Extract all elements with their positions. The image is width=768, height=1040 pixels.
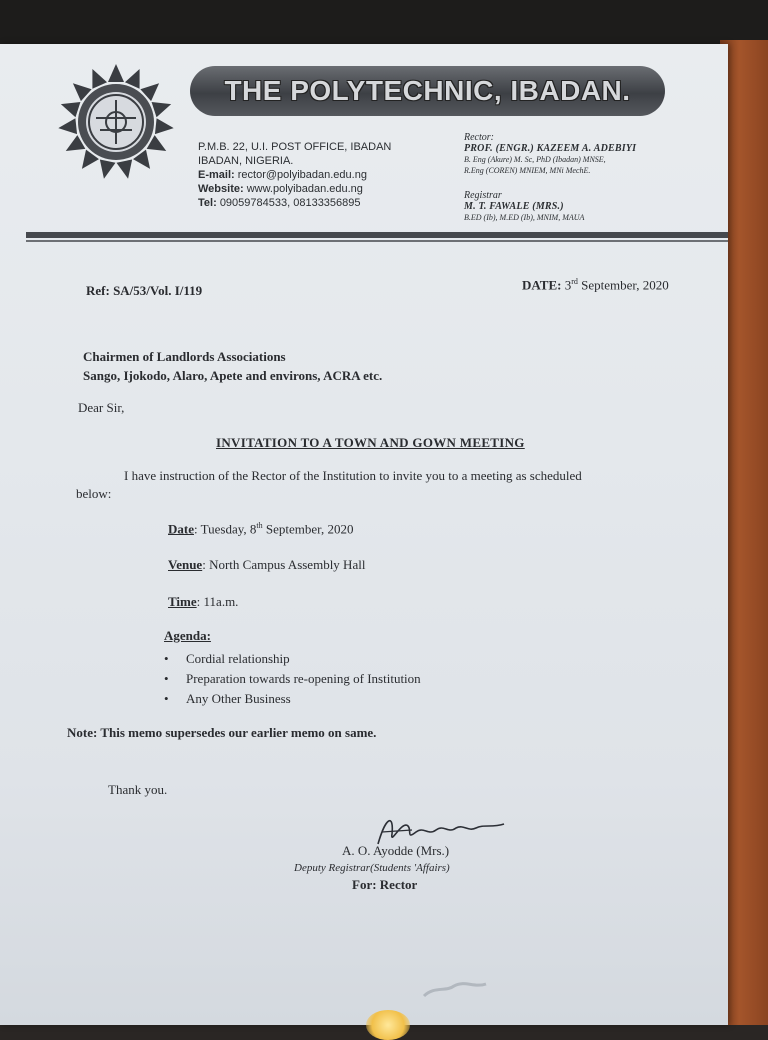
bullet-icon: • — [164, 651, 169, 666]
letterhead-divider-thin — [26, 240, 728, 242]
agenda-item — [164, 669, 421, 689]
address-line-1: P.M.B. 22, U.I. POST OFFICE, IBADAN — [198, 141, 392, 153]
meeting-date: Date: Tuesday, 8th September, 2020 — [168, 521, 354, 537]
website-label: Website: — [198, 183, 244, 195]
bullet-icon: • — [164, 691, 169, 706]
memo-heading: INVITATION TO A TOWN AND GOWN MEETING — [216, 435, 525, 450]
email-value: rector@polyibadan.edu.ng — [237, 169, 367, 181]
address-block — [198, 140, 391, 210]
website-line — [198, 182, 391, 196]
rector-role: Rector: — [464, 132, 494, 143]
rector-name: PROF. (ENGR.) KAZEEM A. ADEBIYI — [464, 143, 637, 154]
agenda-item-text: Cordial relationship — [186, 651, 290, 666]
meeting-date-label: Date — [168, 521, 194, 537]
institution-banner — [190, 66, 665, 116]
meeting-time-value: 11a.m. — [203, 594, 239, 609]
rector-quals-1: B. Eng (Akure) M. Sc, PhD (Ibadan) MNSE, — [464, 155, 606, 164]
meeting-date-suffix: th — [256, 521, 263, 530]
signatory-for: For: Rector — [352, 877, 418, 892]
registrar-quals: B.ED (Ib), M.ED (Ib), MNIM, MAUA — [464, 213, 585, 222]
meeting-date-value-b: September, 2020 — [265, 521, 354, 537]
reference-number: Ref: SA/53/Vol. I/119 — [86, 283, 203, 298]
ink-smudge-icon — [420, 978, 490, 1002]
meeting-venue: Venue: North Campus Assembly Hall — [168, 557, 366, 572]
meeting-date-value-a: Tuesday, 8 — [200, 521, 257, 537]
signatory-name: A. O. Ayodde (Mrs.) — [342, 843, 450, 858]
photo-top-edge — [0, 0, 768, 46]
email-line — [198, 168, 391, 182]
meeting-venue-label: Venue — [168, 557, 203, 572]
tel-label: Tel: — [198, 197, 217, 209]
polytechnic-logo-icon — [58, 60, 174, 192]
email-label: E-mail: — [198, 169, 235, 181]
website-value: www.polyibadan.edu.ng — [246, 183, 363, 195]
registrar-role: Registrar — [464, 190, 502, 201]
tel-line — [198, 196, 391, 210]
date-day: 3 — [564, 277, 572, 293]
agenda-item — [164, 649, 421, 669]
agenda-item-text: Preparation towards re-opening of Institution — [186, 671, 421, 686]
rector-quals-2: R.Eng (COREN) MNIEM, MNi MechE. — [464, 166, 591, 175]
institution-name: THE POLYTECHNIC, IBADAN. — [224, 75, 631, 106]
date-suffix: rd — [571, 277, 578, 286]
registrar-name: M. T. FAWALE (MRS.) — [464, 201, 564, 212]
body-paragraph-line-1: I have instruction of the Rector of the Institution to invite you to a meeting as scheduled — [124, 468, 582, 483]
salutation: Dear Sir, — [78, 400, 125, 415]
agenda-label: Agenda: — [164, 628, 211, 643]
light-reflection — [366, 1010, 410, 1040]
date-label: DATE: — [522, 277, 562, 293]
signatory-title: Deputy Registrar(Students 'Affairs) — [294, 862, 450, 874]
agenda-item — [164, 689, 421, 709]
closing: Thank you. — [108, 782, 168, 797]
memo-date — [522, 277, 669, 293]
meeting-time: Time: 11a.m. — [168, 594, 239, 609]
body-paragraph-line-2: below: — [76, 486, 112, 501]
agenda-item-text: Any Other Business — [186, 691, 291, 706]
recipient-line-1: Chairmen of Landlords Associations — [83, 349, 286, 364]
agenda-list — [164, 649, 421, 709]
meeting-venue-value: North Campus Assembly Hall — [209, 557, 366, 572]
recipient-line-2: Sango, Ijokodo, Alaro, Apete and environs, ACRA etc. — [83, 368, 383, 383]
bullet-icon: • — [164, 671, 169, 686]
meeting-time-label: Time — [168, 594, 197, 609]
letterhead-divider — [26, 232, 728, 238]
officers-block — [464, 132, 636, 223]
address-line-2: IBADAN, NIGERIA. — [198, 155, 294, 167]
date-rest: September, 2020 — [581, 277, 669, 293]
tel-value: 09059784533, 08133356895 — [219, 197, 361, 209]
memo-note: Note: This memo supersedes our earlier memo on same. — [67, 725, 377, 740]
